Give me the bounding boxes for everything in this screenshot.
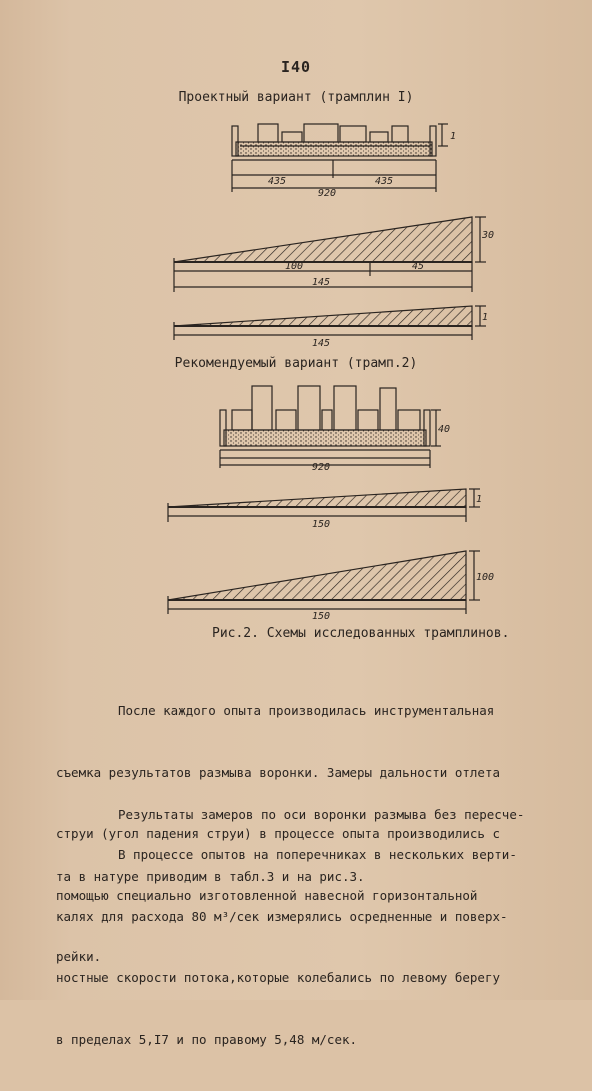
dim-profile1-total: 145 [312,277,331,288]
profile-3-diagram [168,489,483,522]
dim-profile3-height: 1 [476,494,483,505]
dim-rec-height: 40 [438,424,451,435]
dim-design-left: 435 [268,176,287,187]
recommended-plan-diagram [220,386,441,468]
text-line: калях для расхода 80 м³/сек измерялись осредненные и поверх- [56,908,508,924]
text-line: в пределах 5,I7 и по правому 5,48 м/сек. [56,1031,358,1047]
text-line: Результаты замеров по оси воронки размыва без пересче- [118,807,525,822]
text-line: В процессе опытов на поперечниках в нескольких верти- [118,847,517,862]
dim-profile1-a: 100 [285,261,304,272]
recommended-variant-heading: Рекомендуемый вариант (трамп.2) [174,356,418,371]
dim-profile4-total: 150 [312,611,331,622]
dim-profile3-total: 150 [312,519,331,530]
dim-profile2-height: 1 [482,312,489,323]
dim-design-height: 1 [450,131,457,142]
text-line: помощью специально изготовленной навесной горизонтальной [56,887,478,903]
dim-profile1-height: 30 [482,230,495,241]
text-line: ностные скорости потока,которые колебались по левому берегу [56,970,501,985]
profile-4-diagram [168,551,480,614]
design-variant-heading: Проектный вариант (трамплин I) [178,90,414,105]
figure-caption: Рис.2. Схемы исследованных трамплинов. [212,626,510,641]
page-number: I40 [280,58,312,76]
text-line: та в натуре приводим в табл.3 и на рис.3. [56,868,365,884]
dim-rec-total: 920 [312,462,331,473]
text-line: съемка результатов размыва воронки. Замеры дальности отлета [56,764,501,780]
design-plan-diagram [232,124,448,192]
profile-2-diagram [174,306,489,340]
text-line: рейки. [56,949,102,964]
dim-profile1-b: 45 [412,261,425,272]
text-line: струи (угол падения струи) в процессе опыта производились с [56,826,501,841]
dim-design-total: 920 [318,188,337,199]
text-line: После каждого опыта производилась инструментальная [118,703,495,718]
dim-profile4-height: 100 [476,572,495,583]
dim-design-right: 435 [375,176,394,187]
dim-profile2-total: 145 [312,338,331,349]
